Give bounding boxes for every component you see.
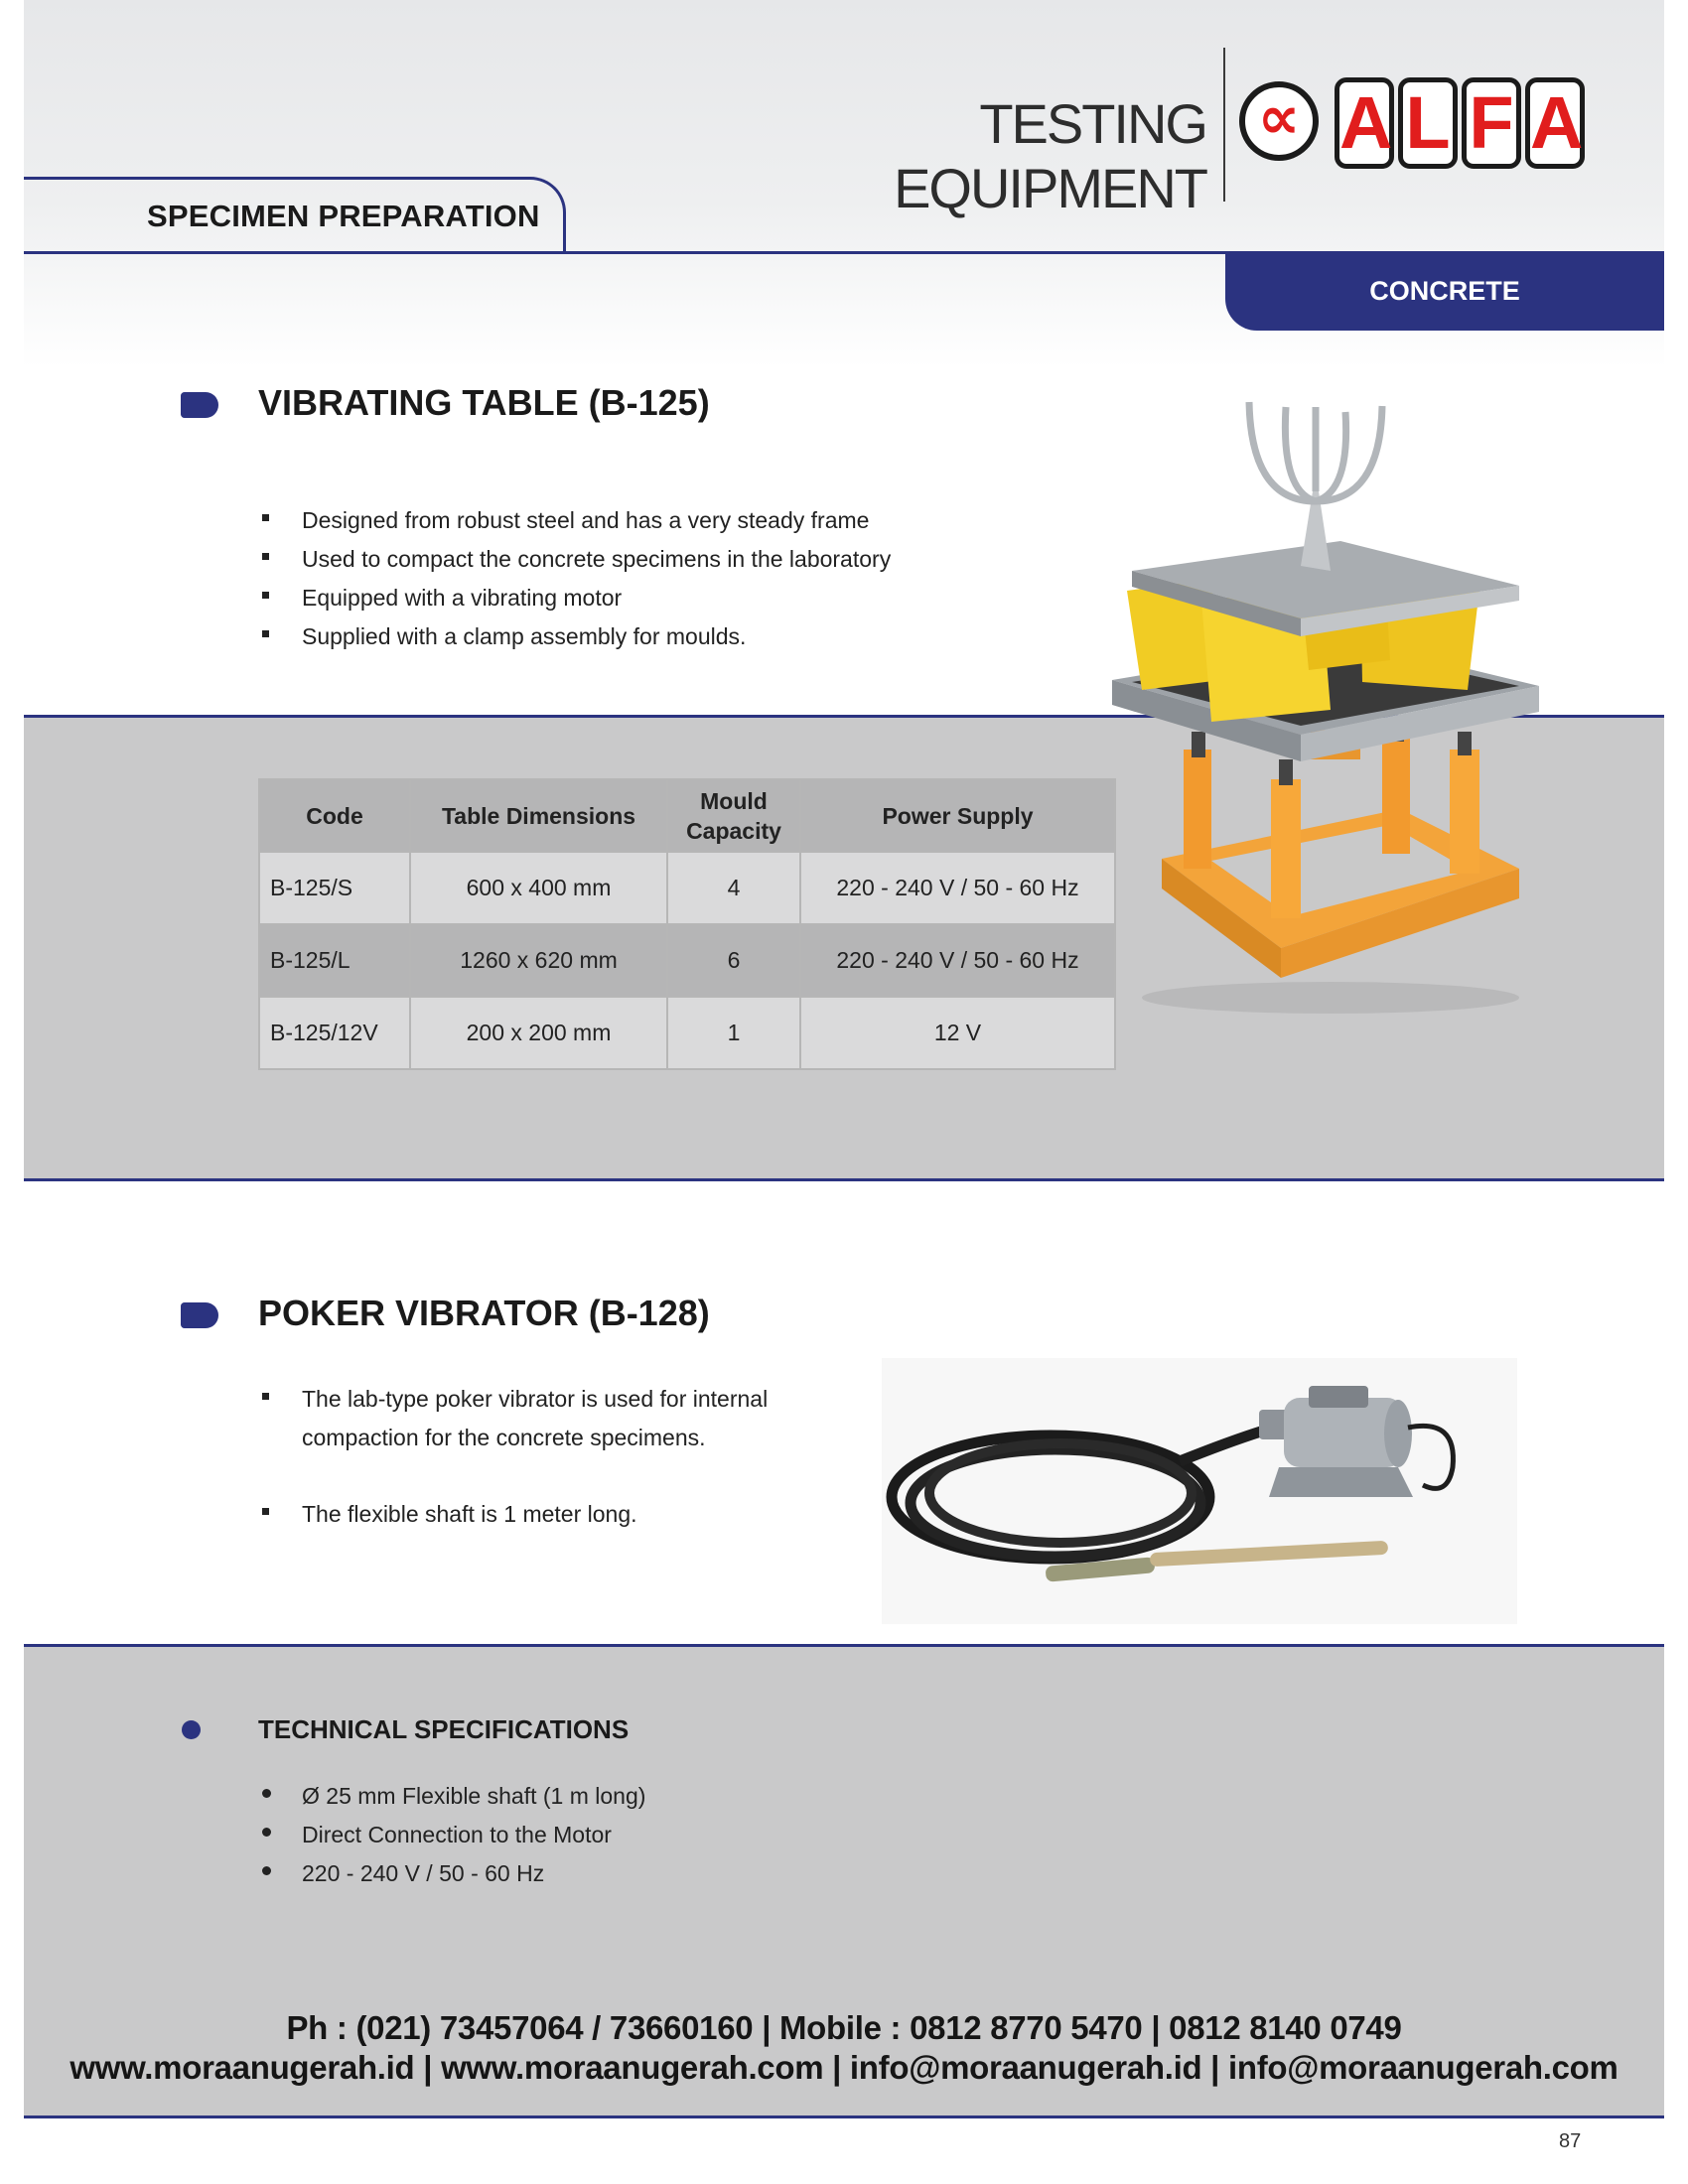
list-item: Supplied with a clamp assembly for moulds. xyxy=(260,617,1015,656)
table-cell: 200 x 200 mm xyxy=(410,997,667,1069)
table-cell: B-125/S xyxy=(259,852,410,924)
table-row xyxy=(259,852,1115,924)
page-number: 87 xyxy=(1559,2130,1582,2152)
heading-marker-icon xyxy=(181,392,218,418)
section-label: SPECIMEN PREPARATION xyxy=(147,199,540,233)
specs-list xyxy=(260,1777,955,1893)
table-header-row xyxy=(259,779,1115,852)
table-cell: 1 xyxy=(667,997,800,1069)
table-cell: 12 V xyxy=(800,997,1115,1069)
spec-table xyxy=(258,778,1116,1070)
table-cell: B-125/L xyxy=(259,924,410,997)
list-item: 220 - 240 V / 50 - 60 Hz xyxy=(260,1854,955,1893)
column-header: Code xyxy=(259,779,410,852)
list-item: Direct Connection to the Motor xyxy=(260,1816,955,1854)
list-item: The flexible shaft is 1 meter long. xyxy=(260,1495,816,1534)
header-title: TESTING EQUIPMENT xyxy=(894,92,1206,219)
list-item: Equipped with a vibrating motor xyxy=(260,579,1015,617)
logo-letter: A xyxy=(1335,77,1394,169)
logo-letter: F xyxy=(1462,77,1521,169)
category-tab: CONCRETE xyxy=(1225,251,1664,331)
table-row xyxy=(259,924,1115,997)
column-header: Table Dimensions xyxy=(410,779,667,852)
list-item: Ø 25 mm Flexible shaft (1 m long) xyxy=(260,1777,955,1816)
logo-letter: L xyxy=(1398,77,1458,169)
column-header: Mould Capacity xyxy=(667,779,800,852)
footer-web-email: www.moraanugerah.id | www.moraanugerah.com | info@moraanugerah.id | info@moraanugerah.com xyxy=(70,2049,1618,2086)
table-cell: B-125/12V xyxy=(259,997,410,1069)
list-item: Designed from robust steel and has a very steady frame xyxy=(260,501,1015,540)
list-item: The lab-type poker vibrator is used for internal compaction for the concrete specimens. xyxy=(260,1380,816,1457)
table-cell: 220 - 240 V / 50 - 60 Hz xyxy=(800,852,1115,924)
table-cell: 6 xyxy=(667,924,800,997)
column-header: Power Supply xyxy=(800,779,1115,852)
alfa-logo xyxy=(1239,77,1587,173)
poker-vibrator-image xyxy=(882,1358,1517,1624)
vibrating-table-image xyxy=(1102,392,1549,1027)
list-item: Used to compact the concrete specimens in the laboratory xyxy=(260,540,1015,579)
table-cell: 1260 x 620 mm xyxy=(410,924,667,997)
specs-title: TECHNICAL SPECIFICATIONS xyxy=(258,1714,630,1744)
header-divider xyxy=(1223,48,1225,202)
product-title-vibrating-table: VIBRATING TABLE (B-125) xyxy=(258,382,710,423)
table-cell: 4 xyxy=(667,852,800,924)
feature-list xyxy=(260,1380,816,1534)
proportional-symbol-icon: ∝ xyxy=(1239,81,1319,161)
table-row xyxy=(259,997,1115,1069)
logo-letter: A xyxy=(1525,77,1585,169)
table-cell: 600 x 400 mm xyxy=(410,852,667,924)
heading-marker-icon xyxy=(181,1302,218,1328)
feature-list xyxy=(260,501,1015,656)
specs-bullet-icon xyxy=(182,1720,201,1739)
table-cell: 220 - 240 V / 50 - 60 Hz xyxy=(800,924,1115,997)
product-title-poker-vibrator: POKER VIBRATOR (B-128) xyxy=(258,1293,710,1333)
footer-phone: Ph : (021) 73457064 / 73660160 | Mobile : 0812 8770 5470 | 0812 8140 0749 xyxy=(286,2009,1402,2046)
